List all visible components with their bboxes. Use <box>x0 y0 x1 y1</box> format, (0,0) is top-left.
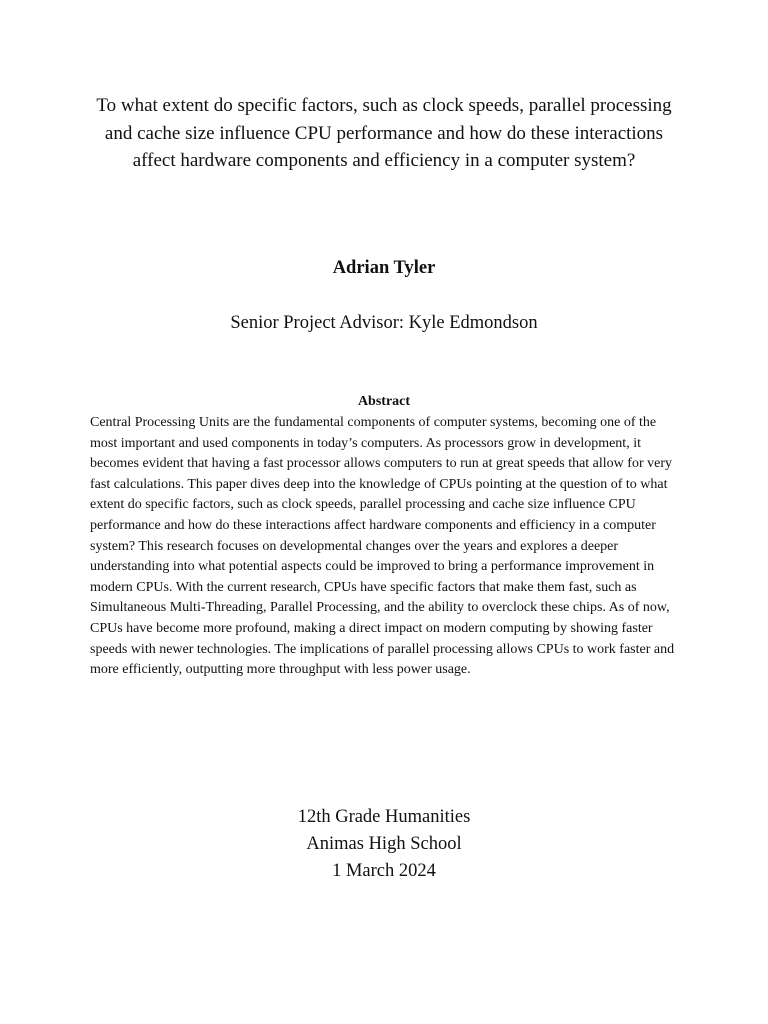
title-page-footer <box>0 804 768 885</box>
advisor-line: Senior Project Advisor: Kyle Edmondson <box>230 313 538 333</box>
author-name: Adrian Tyler <box>332 258 436 278</box>
school-name: Animas High School <box>306 834 462 854</box>
abstract-heading: Abstract <box>357 394 411 409</box>
course-name: 12th Grade Humanities <box>297 807 471 827</box>
submission-date: 1 March 2024 <box>332 861 436 881</box>
abstract-body: Central Processing Units are the fundamental components of computer systems, becoming one of the most important and used components in today’s computers. As processors grow in development, it becomes evident that having a fast processor allows computers to run at great speeds that allow for very fast calculations. This paper dives deep into the knowledge of CPUs pointing at the question of to what extent do specific factors, such as clock speeds, parallel processing and cache size influence CPU performance and how do these interactions affect hardware components and efficiency in a computer system? This research focuses on developmental changes over the years and explores a deeper understanding into what potential aspects could be improved to bring a performance improvement in modern CPUs. With the current research, CPUs have specific factors that make them fast, such as Simultaneous Multi-Threading, Parallel Processing, and the ability to overclock these chips. As of now, CPUs have become more profound, making a direct impact on modern computing by showing faster speeds with newer technologies. The implications of parallel processing allows CPUs to work faster and more efficiently, outputting more throughput with less power usage. <box>90 415 675 678</box>
paper-title: To what extent do specific factors, such as clock speeds, parallel processing and cache size influence CPU performance and how do these interactions affect hardware components and efficiency in a computer system? <box>96 95 672 171</box>
